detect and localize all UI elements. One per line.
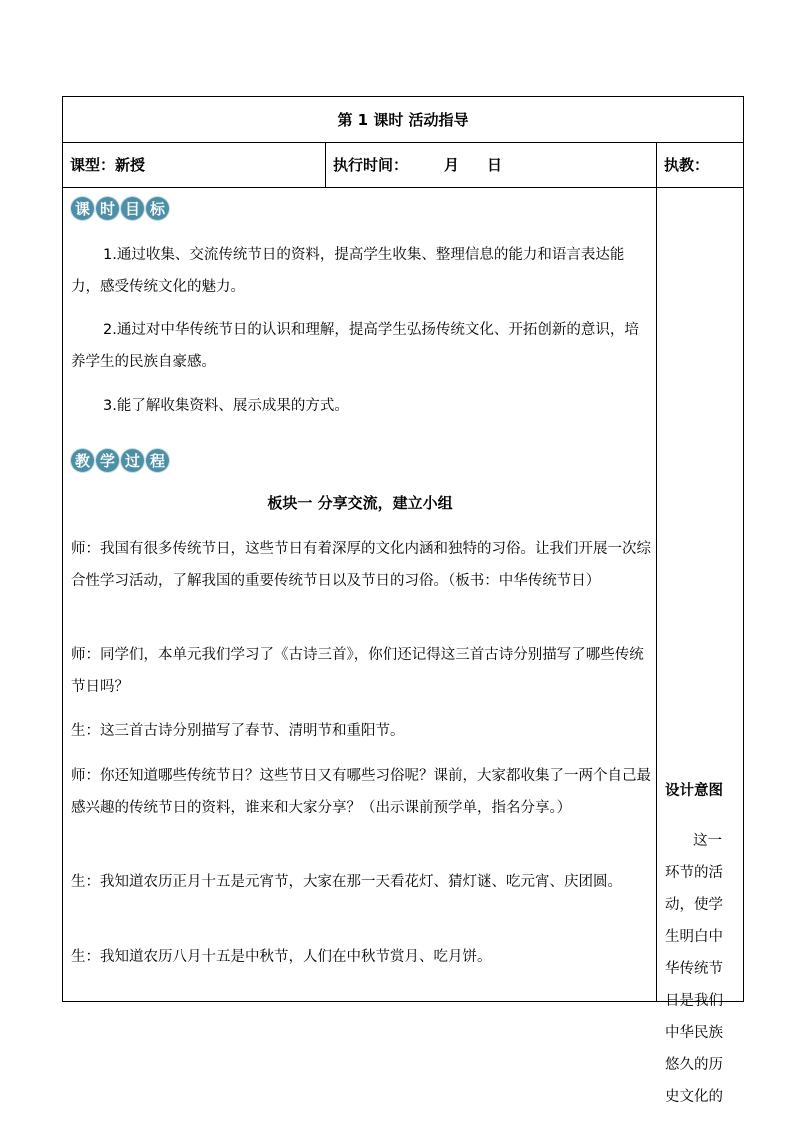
execution-time	[326, 142, 657, 187]
process-heading	[71, 449, 169, 472]
goals-heading	[71, 197, 169, 220]
goals-badge-char: 课	[71, 197, 94, 220]
main-content	[63, 187, 657, 1001]
lesson-title: 第 1 课时 活动指导	[63, 97, 743, 143]
dialogue-line: 师：我国有很多传统节日，这些节日有着深厚的文化内涵和独特的习俗。让我们开展一次综合性学习活动，了解我国的重要传统节日以及节日的习俗。（板书：中华传统节日）	[71, 541, 651, 589]
design-intent-text: 这一环节的活动，使学生明白中华传统节日是我们中华民族悠久的历史文化的	[665, 833, 723, 1105]
dialogue-line: 师：你还知道哪些传统节日？这些节日又有哪些习俗呢？课前，大家都收集了一两个自己最感兴趣的传统节日的资料，谁来和大家分享？（出示课前预学单，指名分享。）	[71, 768, 651, 816]
dialogue-line: 师：同学们，本单元我们学习了《古诗三首》，你们还记得这三首古诗分别描写了哪些传统节日吗？	[71, 647, 644, 695]
process-badge-char: 学	[96, 449, 119, 472]
goals-badge-char: 时	[96, 197, 119, 220]
goal-item: 3.能了解收集资料、展示成果的方式。	[103, 398, 349, 414]
process-badge-char: 过	[121, 449, 144, 472]
design-intent-title: 设计意图	[665, 783, 723, 799]
time-label: 执行时间：	[333, 156, 409, 174]
goal-item: 1.通过收集、交流传统节日的资料，提高学生收集、整理信息的能力和语言表达能力，感受传统文化的魅力。	[71, 247, 625, 295]
info-row	[63, 142, 743, 188]
goals-badge-char: 目	[121, 197, 144, 220]
process-badge-char: 程	[146, 449, 169, 472]
lesson-plan-table	[62, 96, 744, 1105]
dialogue-line: 生：我知道农历八月十五是中秋节，人们在中秋节赏月、吃月饼。	[71, 949, 492, 965]
dialogue-line: 生：我知道农历正月十五是元宵节，大家在那一天看花灯、猜灯谜、吃元宵、庆团圆。	[71, 874, 622, 890]
teacher-label: 执教：	[664, 156, 710, 174]
goals-badge-char: 标	[146, 197, 169, 220]
day-label: 日	[487, 156, 503, 174]
goal-item: 2.通过对中华传统节日的认识和理解，提高学生弘扬传统文化、开拓创新的意识，培养学生的民族自豪感。	[71, 322, 639, 370]
month-label: 月	[444, 156, 460, 174]
dialogue-line: 生：这三首古诗分别描写了春节、清明节和重阳节。	[71, 723, 405, 739]
process-badge-char: 教	[71, 449, 94, 472]
design-intent-column	[657, 187, 743, 1105]
lesson-type: 课型：新授	[63, 142, 326, 187]
section-title: 板块一 分享交流，建立小组	[267, 494, 453, 512]
